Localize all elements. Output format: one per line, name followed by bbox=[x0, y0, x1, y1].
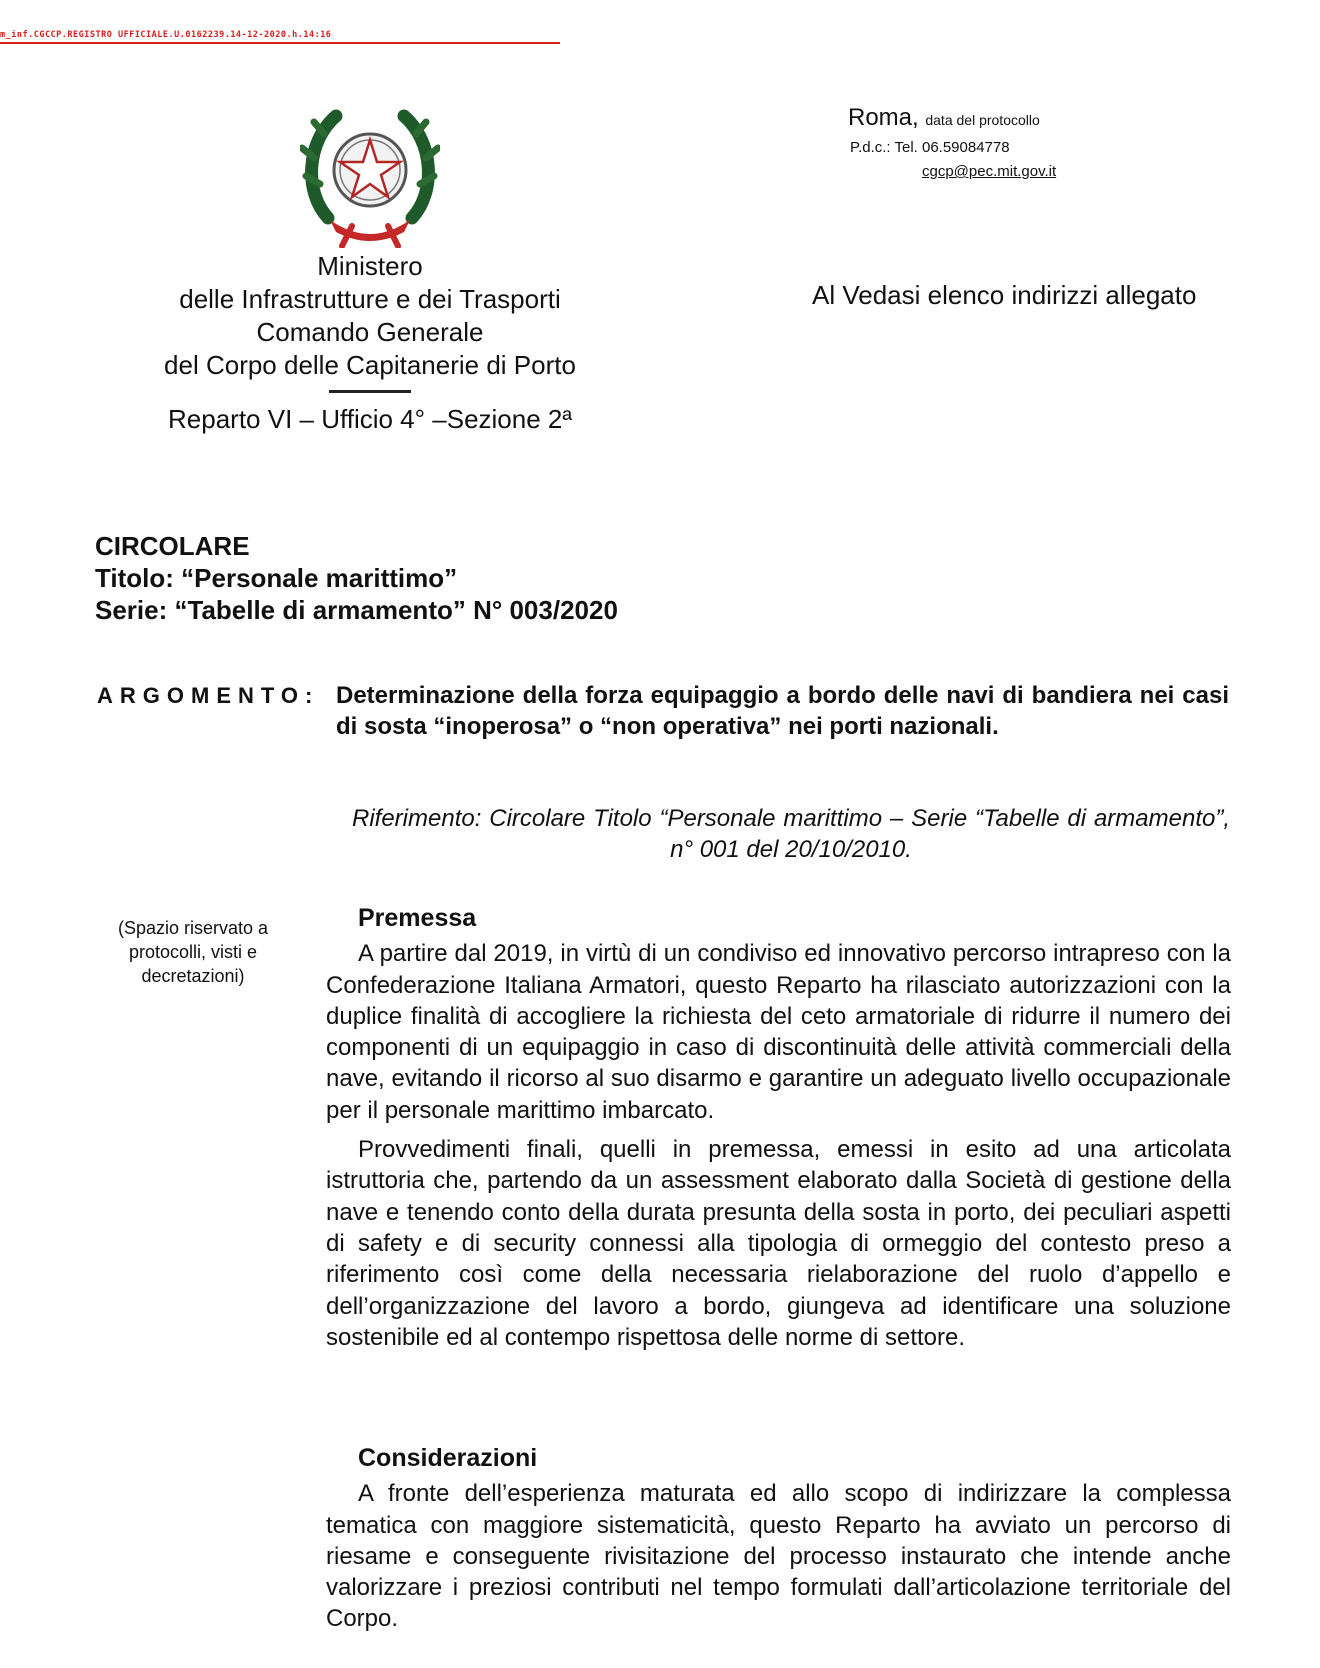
ministry-header bbox=[130, 250, 610, 436]
department-line: Reparto VI – Ufficio 4° –Sezione 2ª bbox=[168, 404, 572, 434]
circular-heading-block bbox=[95, 530, 618, 626]
circular-series: Serie: “Tabelle di armamento” N° 003/2020 bbox=[95, 595, 618, 625]
date-note: data del protocollo bbox=[925, 112, 1040, 128]
section-considerazioni bbox=[326, 1443, 1231, 1643]
paragraph: A fronte dell’esperienza maturata ed allo scopo di indirizzare la complessa tematica con maggiore sistematicità, questo Reparto ha avviato un percorso di riesame e conseguente rivisitazione del processo instaurato che intende anche valorizzare i preziosi contributi nel tempo formulati dall’articolazione territoriale del Corpo. bbox=[326, 1480, 1231, 1633]
contact-email[interactable]: cgcp@pec.mit.gov.it bbox=[922, 163, 1057, 180]
paragraph: Provvedimenti finali, quelli in premessa, emessi in esito ad una articolata istruttoria che, partendo da un assessment elaborato dalla Società di gestione della nave e tenendo conto della durata presunta della sosta in porto, dei peculiari aspetti di safety e di security connessi alla tipologia di ormeggio del contesto preso a riferimento così come della necessaria rielaborazione del ruolo d’appello e dell’organizzazione del lavoro a bordo, giungeva ad identificare una soluzione sostenibile ed al contempo rispettosa delle norme di settore. bbox=[326, 1136, 1231, 1351]
protocol-stamp: m_inf.CGCCP.REGISTRO UFFICIALE.U.0162239.14-12-2020.h.14:16 bbox=[0, 30, 560, 44]
italian-republic-emblem-icon bbox=[300, 100, 440, 248]
ministry-line: Ministero bbox=[317, 251, 423, 281]
circular-heading: CIRCOLARE bbox=[95, 531, 250, 561]
contact-block bbox=[850, 136, 1056, 184]
ministry-line: del Corpo delle Capitanerie di Porto bbox=[164, 350, 576, 380]
subject-label: ARGOMENTO: bbox=[97, 683, 320, 708]
ministry-line: Comando Generale bbox=[256, 317, 484, 347]
contact-phone: P.d.c.: Tel. 06.59084778 bbox=[850, 139, 1010, 156]
reference-text: Riferimento: Circolare Titolo “Personale marittimo – Serie “Tabelle di armamento”, n° 001 del 20/10/2010. bbox=[352, 805, 1230, 863]
section-heading: Considerazioni bbox=[358, 1444, 538, 1472]
recipients-line: Al Vedasi elenco indirizzi allegato bbox=[812, 280, 1197, 310]
ministry-line: delle Infrastrutture e dei Trasporti bbox=[179, 284, 561, 314]
paragraph: A partire dal 2019, in virtù di un condiviso ed innovativo percorso intrapreso con la Confederazione Italiana Armatori, questo Reparto ha rilasciato autorizzazioni con la duplice finalità di accogliere la richiesta del ceto armatoriale di ridurre il numero dei componenti di un equipaggio in caso di discontinuità delle attività commerciali della nave, evitando il ricorso al suo disarmo e garantire un adeguato livello occupazionale per il personale marittimo imbarcato. bbox=[326, 940, 1231, 1124]
city: Roma, bbox=[848, 104, 919, 131]
header-divider bbox=[329, 390, 411, 393]
reserved-space-note: (Spazio riservato a protocolli, visti e decretazioni) bbox=[117, 918, 269, 986]
place-date bbox=[848, 104, 1040, 134]
section-heading: Premessa bbox=[358, 904, 477, 932]
subject-text: Determinazione della forza equipaggio a bordo delle navi di bandiera nei casi di sosta “inoperosa” o “non operativa” nei porti nazionali. bbox=[336, 682, 1229, 740]
circular-title: Titolo: “Personale marittimo” bbox=[95, 563, 458, 593]
section-premessa bbox=[326, 903, 1231, 1361]
